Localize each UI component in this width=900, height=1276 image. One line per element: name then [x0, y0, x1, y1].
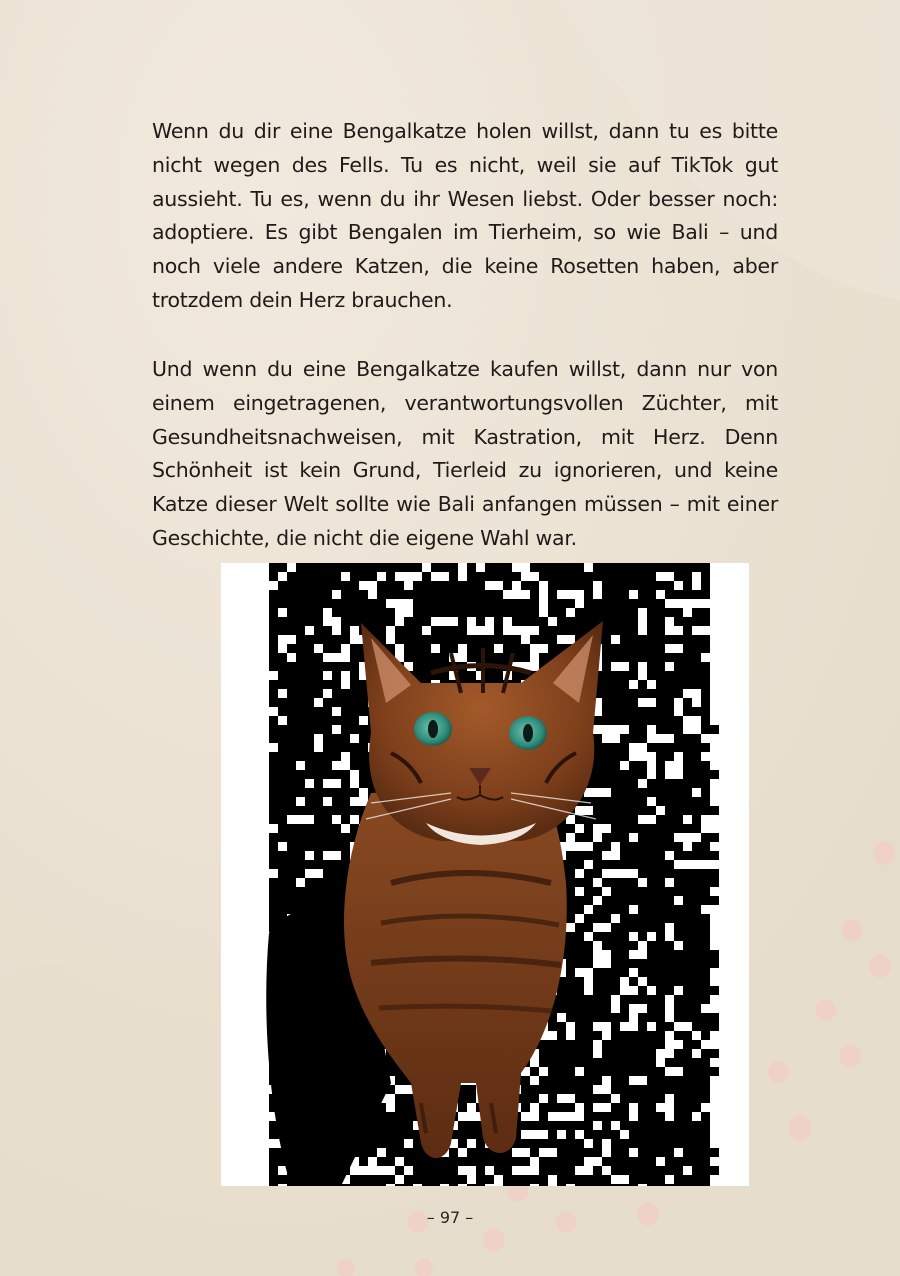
page-number: – 97 –: [426, 1208, 474, 1227]
bengal-cat-photo: [221, 563, 749, 1186]
body-paragraph-1: Wenn du dir eine Bengalkatze holen willst, dann tu es bitte nicht wegen des Fells. Tu es nicht, weil sie auf TikTok gut aussieht. Tu es, wenn du ihr Wesen liebst. Oder besser noch: adoptiere. Es gibt Bengalen im Tierheim, so wie Bali – und noch viele andere Katzen, die keine Rosetten haben, aber trotzdem dein Herz brauchen.: [152, 119, 778, 312]
body-paragraph-2: Und wenn du eine Bengalkatze kaufen willst, dann nur von einem eingetragenen, verantwortungsvollen Züchter, mit Gesundheitsnachweisen, mit Kastration, mit Herz. Denn Schönheit ist kein Grund, Tierleid zu ignorieren, und keine Katze dieser Welt sollte wie Bali anfangen müssen – mit einer Geschichte, die nicht die eigene Wahl war.: [152, 357, 778, 550]
